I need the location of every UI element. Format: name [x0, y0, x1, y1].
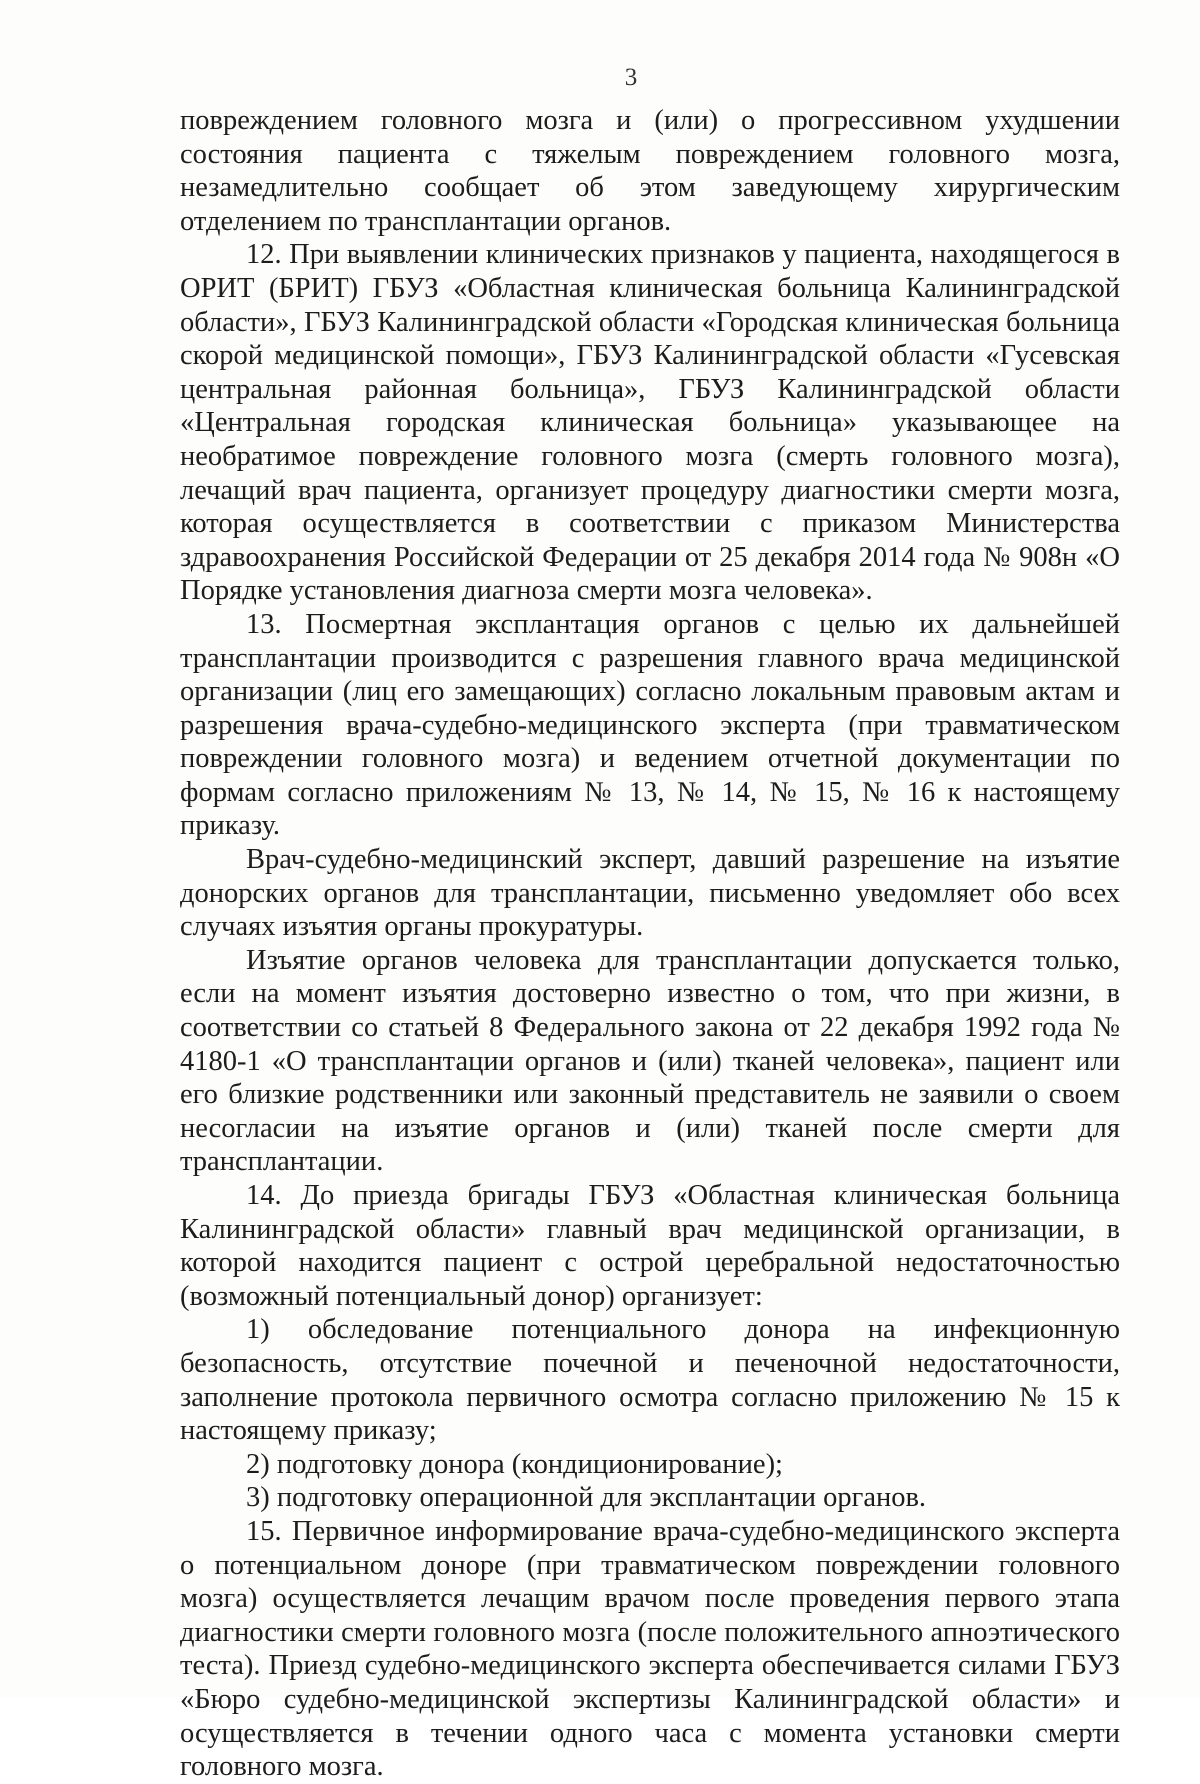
paragraph-continuation: повреждением головного мозга и (или) о прогрессивном ухудшении состояния пациента с тяжелым повреждением головного мозга, незамедлительно сообщает об этом заведующему хирургическим отделением по трансплантации органов.: [180, 105, 1120, 237]
paragraph-item-12: 12. При выявлении клинических признаков у пациента, находящегося в ОРИТ (БРИТ) ГБУЗ «Областная клиническая больница Калининградской области», ГБУЗ Калининградской области «Городская клиническая больница скорой медицинской помощи», ГБУЗ Калининградской области «Гусевская центральная районная больница», ГБУЗ Калининградской области «Центральная городская клиническая больница» указывающее на необратимое повреждение головного мозга (смерть головного мозга), лечащий врач пациента, организует процедуру диагностики смерти мозга, которая осуществляется в соответствии с приказом Министерства здравоохранения Российской Федерации от 25 декабря 2014 года № 908н «О Порядке установления диагноза смерти мозга человека».: [180, 239, 1120, 607]
paragraph-item-14: 14. До приезда бригады ГБУЗ «Областная клиническая больница Калининградской области» главный врач медицинской организации, в которой находится пациент с острой церебральной недостаточностью (возможный потенциальный донор) организует:: [180, 1180, 1120, 1312]
paragraph-subitem-2: 2) подготовку донора (кондиционирование);: [246, 1448, 783, 1480]
paragraph-item-13: 13. Посмертная эксплантация органов с целью их дальнейшей трансплантации производится с разрешения главного врача медицинской организации (лиц его замещающих) согласно локальным правовым актам и разрешения врача-судебно-медицинского эксперта (при травматическом повреждении головного мозга) и ведением отчетной документации по формам согласно приложениям № 13, № 14, № 15, № 16 к настоящему приказу.: [180, 608, 1120, 842]
paragraph-item-15: 15. Первичное информирование врача-судебно-медицинского эксперта о потенциальном доноре (при травматическом повреждении головного мозга) осуществляется лечащим врачом после проведения первого этапа диагностики смерти головного мозга (после положительного апноэтического теста). Приезд судебно-медицинского эксперта обеспечивается силами ГБУЗ «Бюро судебно-медицинской экспертизы Калининградской области» и осуществляется в течении одного часа с момента установки смерти головного мозга.: [180, 1515, 1120, 1783]
paragraph-expert-notice: Врач-судебно-медицинский эксперт, давший разрешение на изъятие донорских органов для трансплантации, письменно уведомляет обо всех случаях изъятия органы прокуратуры.: [180, 844, 1120, 943]
paragraph-subitem-3: 3) подготовку операционной для эксплантации органов.: [246, 1482, 927, 1514]
page-number: 3: [624, 64, 638, 91]
document-body: [180, 104, 1120, 1784]
paragraph-subitem-1: 1) обследование потенциального донора на инфекционную безопасность, отсутствие почечной и печеночной недостаточности, заполнение протокола первичного осмотра согласно приложению № 15 к настоящему приказу;: [180, 1314, 1120, 1447]
paragraph-removal-conditions: Изъятие органов человека для трансплантации допускается только, если на момент изъятия достоверно известно о том, что при жизни, в соответствии со статьей 8 Федерального закона от 22 декабря 1992 года № 4180-1 «О трансплантации органов и (или) тканей человека», пациент или его близкие родственники или законный представитель не заявили о своем несогласии на изъятие органов и (или) тканей после смерти для трансплантации.: [180, 944, 1120, 1178]
